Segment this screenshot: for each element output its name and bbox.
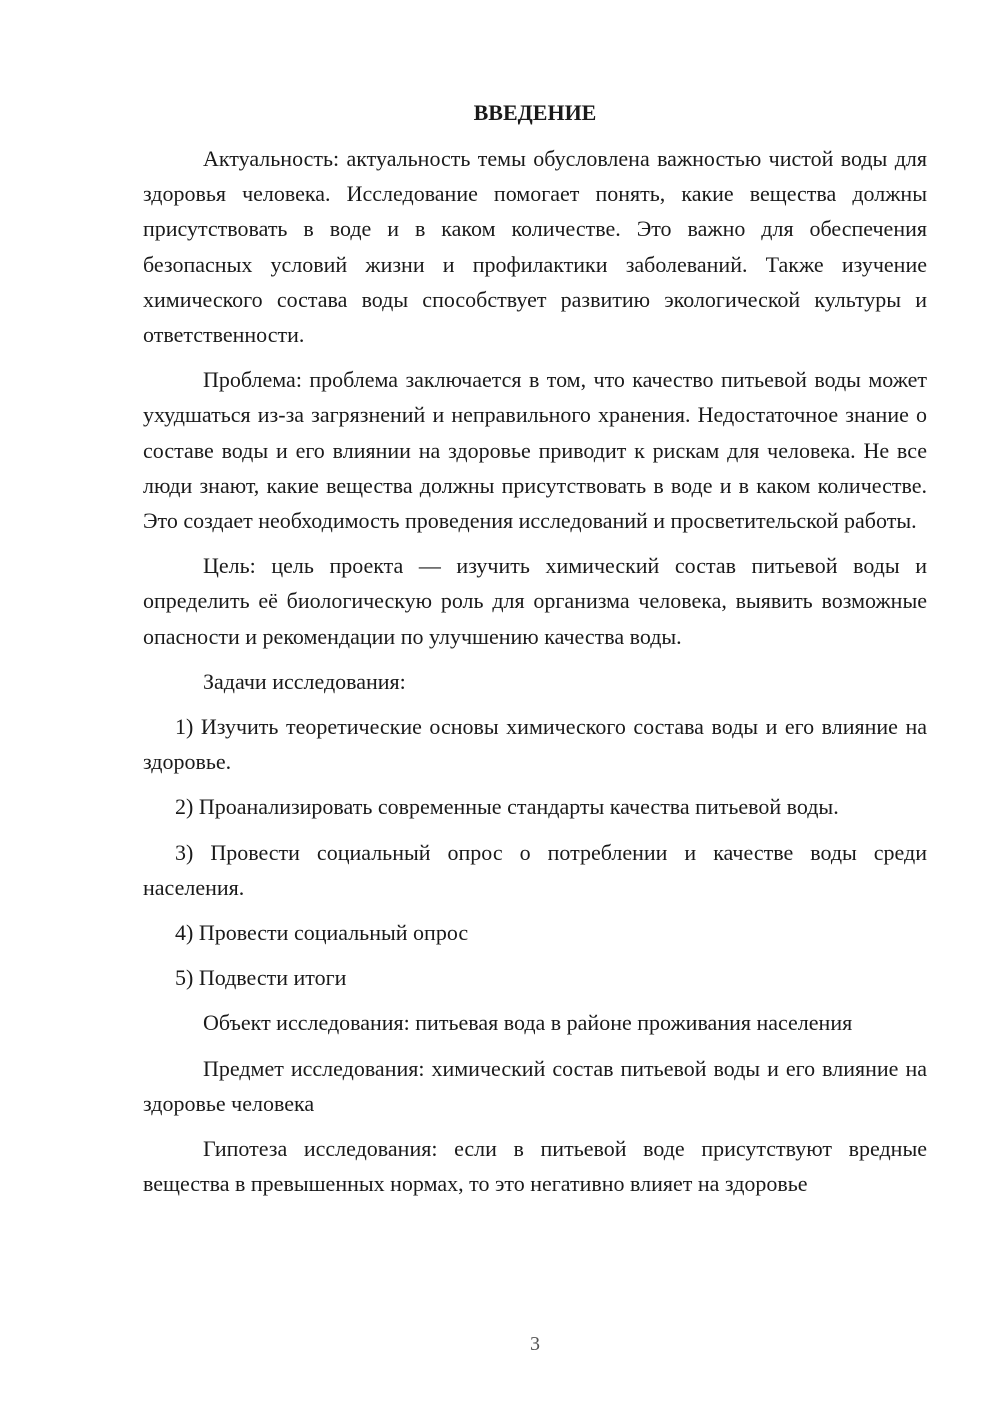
document-page [143,95,927,1211]
problem-paragraph: Проблема: проблема заключается в том, что качество питьевой воды может ухудшаться из-за загрязнений и неправильного хранения. Недостаточное знание о составе воды и его влиянии на здоровье приводит к рискам для человека. Не все люди знают, какие вещества должны присутствовать в воде и в каком количестве. Это создает необходимость проведения исследований и просветительской работы. [143,367,927,534]
tasks-heading: Задачи исследования: [203,668,406,694]
subject-paragraph: Предмет исследования: химический состав питьевой воды и его влияние на здоровье человека [143,1055,927,1116]
task-item: 1) Изучить теоретические основы химического состава воды и его влияние на здоровье. [143,714,927,775]
page-number: 3 [530,1333,540,1355]
goal-paragraph: Цель: цель проекта — изучить химический состав питьевой воды и определить её биологическую роль для организма человека, выявить возможные опасности и рекомендации по улучшению качества воды. [143,553,927,649]
task-item: 5) Подвести итоги [175,965,347,991]
object-paragraph: Объект исследования: питьевая вода в районе проживания населения [203,1010,853,1036]
task-item: 2) Проанализировать современные стандарты качества питьевой воды. [175,794,839,820]
hypothesis-paragraph: Гипотеза исследования: если в питьевой воде присутствуют вредные вещества в превышенных нормах, то это негативно влияет на здоровье [143,1136,927,1197]
relevance-paragraph: Актуальность: актуальность темы обусловлена важностью чистой воды для здоровья человека. Исследование помогает понять, какие вещества должны присутствовать в воде и в каком количестве. Это важно для обеспечения безопасных условий жизни и профилактики заболеваний. Также изучение химического состава воды способствует развитию экологической культуры и ответственности. [143,146,927,348]
page-title: ВВЕДЕНИЕ [473,100,597,125]
task-item: 4) Провести социальный опрос [175,920,469,946]
task-item: 3) Провести социальный опрос о потреблении и качестве воды среди населения. [143,839,927,900]
